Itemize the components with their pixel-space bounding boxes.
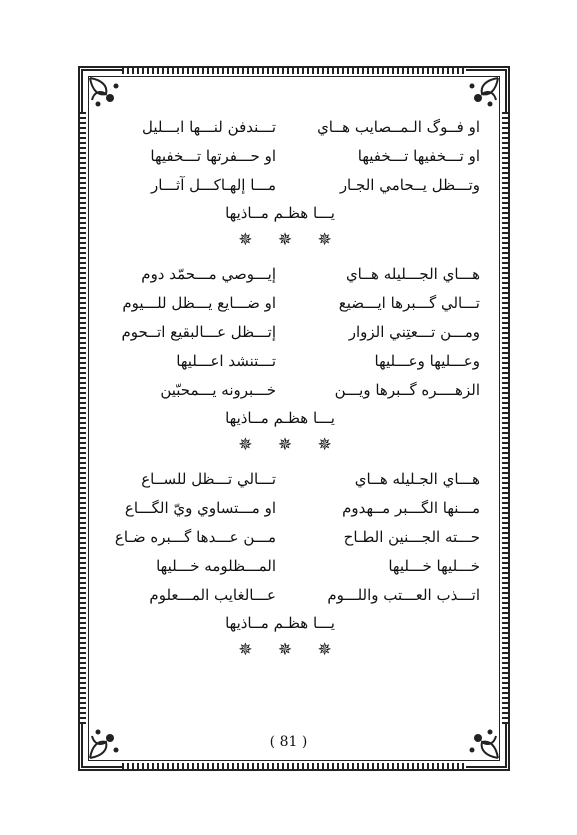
- star-separator: ✵ ✵ ✵: [238, 230, 342, 250]
- verse-left-hemistich: إيـــوصي مـــحمّد دوم: [141, 264, 276, 283]
- verse-line: [100, 580, 480, 609]
- bottom-border-band: [122, 763, 466, 769]
- verse-left-hemistich: عـــالغايب المـــعلوم: [149, 585, 276, 604]
- poem-body: [100, 112, 480, 663]
- verse-right-hemistich: او تـــخفيها تـــخفيها: [357, 146, 480, 165]
- star-separator: ✵ ✵ ✵: [238, 640, 342, 660]
- verse-left-hemistich: خـــبرونه يـــمحبّين: [160, 380, 276, 399]
- verse-right-hemistich: اتـــذب العـــتب واللـــوم: [327, 585, 480, 604]
- corner-ornament-top-right: [466, 76, 500, 110]
- left-border-band: [80, 112, 86, 724]
- verse-line: [100, 551, 480, 580]
- verse-right-hemistich: تـــالي گـــبرها ايـــضيع: [338, 293, 480, 312]
- right-border-band: [502, 112, 508, 724]
- verse-line: [100, 522, 480, 551]
- star-separator: ✵ ✵ ✵: [238, 435, 342, 455]
- verse-left-hemistich: تـــالي تـــظل للســاع: [141, 469, 276, 488]
- refrain-line: يـــا هظـم مــاذيها: [225, 614, 335, 632]
- verse-right-hemistich: خـــليها خـــليها: [388, 556, 480, 575]
- verse-left-hemistich: او ضـــايع يـــظل للـــيوم: [122, 293, 276, 312]
- verse-right-hemistich: مـــنها الگـــبر مــهدوم: [342, 498, 480, 517]
- verse-line: [100, 375, 480, 404]
- verse-right-hemistich: هـــاي الجـــليله هــاي: [345, 264, 480, 283]
- verse-line: [100, 259, 480, 288]
- verse-left-hemistich: او مـــتساوي ويّ الگـــاع: [124, 498, 276, 517]
- corner-ornament-top-left: [88, 76, 122, 110]
- stanza: [100, 464, 480, 663]
- verse-left-hemistich: تـــتنشد اعـــليها: [176, 351, 276, 370]
- verse-left-hemistich: تـــندفن لنـــها ابـــليل: [141, 117, 276, 136]
- verse-right-hemistich: حـــته الجـــنين الطـاح: [343, 527, 480, 546]
- verse-right-hemistich: الزهــــره گــبرها ويـــن: [334, 380, 480, 399]
- verse-left-hemistich: مـــا إلهـاكـــل آثـــار: [151, 175, 276, 194]
- top-border-band: [122, 68, 466, 74]
- refrain-line: يـــا هظـم مــاذيها: [225, 409, 335, 427]
- verse-line: [100, 288, 480, 317]
- verse-line: [100, 141, 480, 170]
- verse-left-hemistich: إتـــظل عـــالبقيع اتــحوم: [121, 322, 276, 341]
- verse-right-hemistich: وعـــليها وعـــليها: [374, 351, 480, 370]
- verse-line: [100, 317, 480, 346]
- verse-line: [100, 112, 480, 141]
- verse-left-hemistich: مـــن عـــدها گـــبره ضـاع: [114, 527, 276, 546]
- stanza: [100, 259, 480, 458]
- verse-right-hemistich: هـــاي الجـليله هــاي: [354, 469, 480, 488]
- verse-line: [100, 493, 480, 522]
- verse-right-hemistich: او فــوگ الـمــصايب هــاي: [317, 117, 480, 136]
- verse-left-hemistich: المـــظلومه خـــليها: [156, 556, 276, 575]
- verse-line: [100, 170, 480, 199]
- stanza: [100, 112, 480, 253]
- verse-right-hemistich: وتـــظل يــحامي الجـار: [339, 175, 480, 194]
- verse-right-hemistich: ومـــن تـــعتِني الزوار: [348, 322, 480, 341]
- page-number: ( 81 ): [269, 734, 308, 750]
- verse-line: [100, 346, 480, 375]
- verse-line: [100, 464, 480, 493]
- verse-left-hemistich: او حـــفرتها تـــخفيها: [150, 146, 276, 165]
- refrain-line: يـــا هظـم مــاذيها: [225, 204, 335, 222]
